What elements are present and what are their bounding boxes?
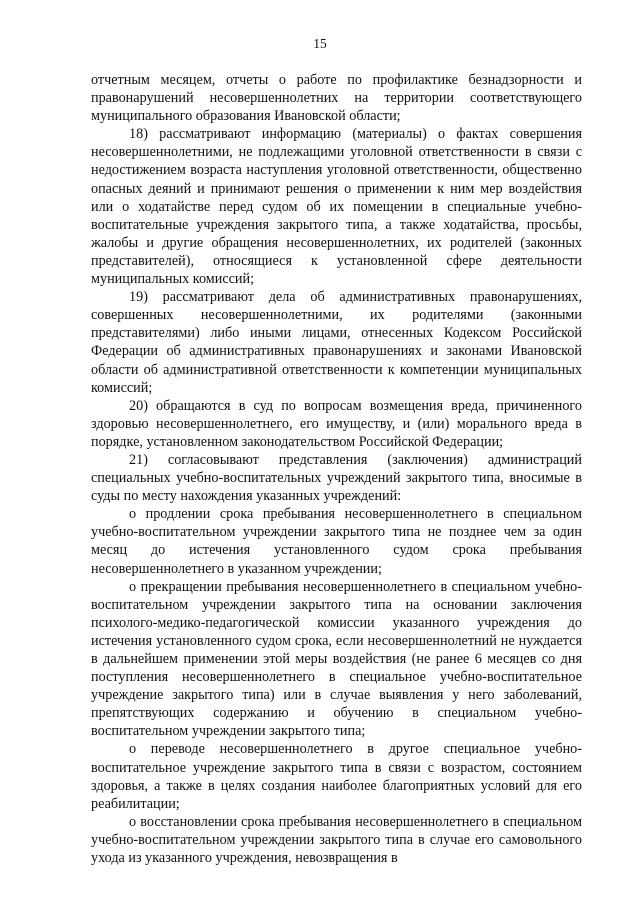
page-number: 15	[313, 36, 327, 51]
paragraph-subitem-extension: о продлении срока пребывания несовершеннолетнего в специальном учебно-воспитательном учреждении закрытого типа не позднее чем за один месяц до истечения установленного судом срока пребывания несовершеннолетнего в указанном учреждении;	[91, 506, 582, 577]
paragraph-subitem-transfer: о переводе несовершеннолетнего в другое специальное учебно-воспитательное учреждение закрытого типа в связи с возрастом, состоянием здоровья, а также в целях создания наиболее благоприятных условий для его реабилитации;	[91, 741, 582, 812]
paragraph-subitem-restoration: о восстановлении срока пребывания несовершеннолетнего в специальном учебно-воспитательном учреждении закрытого типа в случае его самовольного ухода из указанного учреждения, невозвращения в	[91, 813, 582, 867]
paragraph-item-20: 20) обращаются в суд по вопросам возмещения вреда, причиненного здоровью несовершеннолетнего, его имуществу, и (или) морального вреда в порядке, установленном законодательством Российской Федерации;	[91, 397, 582, 450]
paragraph-item-18: 18) рассматривают информацию (материалы) о фактах совершения несовершеннолетними, не подлежащими уголовной ответственности в связи с недостижением возраста наступления уголовной ответственности, общественно опасных деяний и принимают решения о применении к ним мер воздействия или о ходатайстве перед судом об их помещении в специальные учебно-воспитательные учреждения закрытого типа, а также ходатайства, просьбы, жалобы и другие обращения несовершеннолетних, их родителей (законных представителей), относящиеся к установленной сфере деятельности муниципальных комиссий;	[91, 126, 582, 288]
paragraph-item-19: 19) рассматривают дела об административных правонарушениях, совершенных несовершеннолетними, их родителями (законными представителями) либо иными лицами, отнесенных Кодексом Российской Федерации об административных правонарушениях и законами Ивановской области об административной ответственности к компетенции муниципальных комиссий;	[91, 289, 582, 396]
document-body	[91, 71, 582, 867]
paragraph-continuation: отчетным месяцем, отчеты о работе по профилактике безнадзорности и правонарушений несовершеннолетних на территории соответствующего муниципального образования Ивановской области;	[91, 72, 582, 125]
paragraph-subitem-termination: о прекращении пребывания несовершеннолетнего в специальном учебно-воспитательном учреждении закрытого типа на основании заключения психолого-медико-педагогической комиссии указанного учреждения до истечения установленного судом срока, если несовершеннолетний не нуждается в дальнейшем применении этой меры воздействия (не ранее 6 месяцев со дня поступления несовершеннолетнего в специальное учебно-воспитательное учреждение закрытого типа) или в случае выявления у него заболеваний, препятствующих содержанию и обучению в специальном учебно-воспитательном учреждении закрытого типа;	[91, 578, 582, 740]
paragraph-item-21: 21) согласовывают представления (заключения) администраций специальных учебно-воспитательных учреждений закрытого типа, вносимые в суды по месту нахождения указанных учреждений:	[91, 451, 582, 505]
